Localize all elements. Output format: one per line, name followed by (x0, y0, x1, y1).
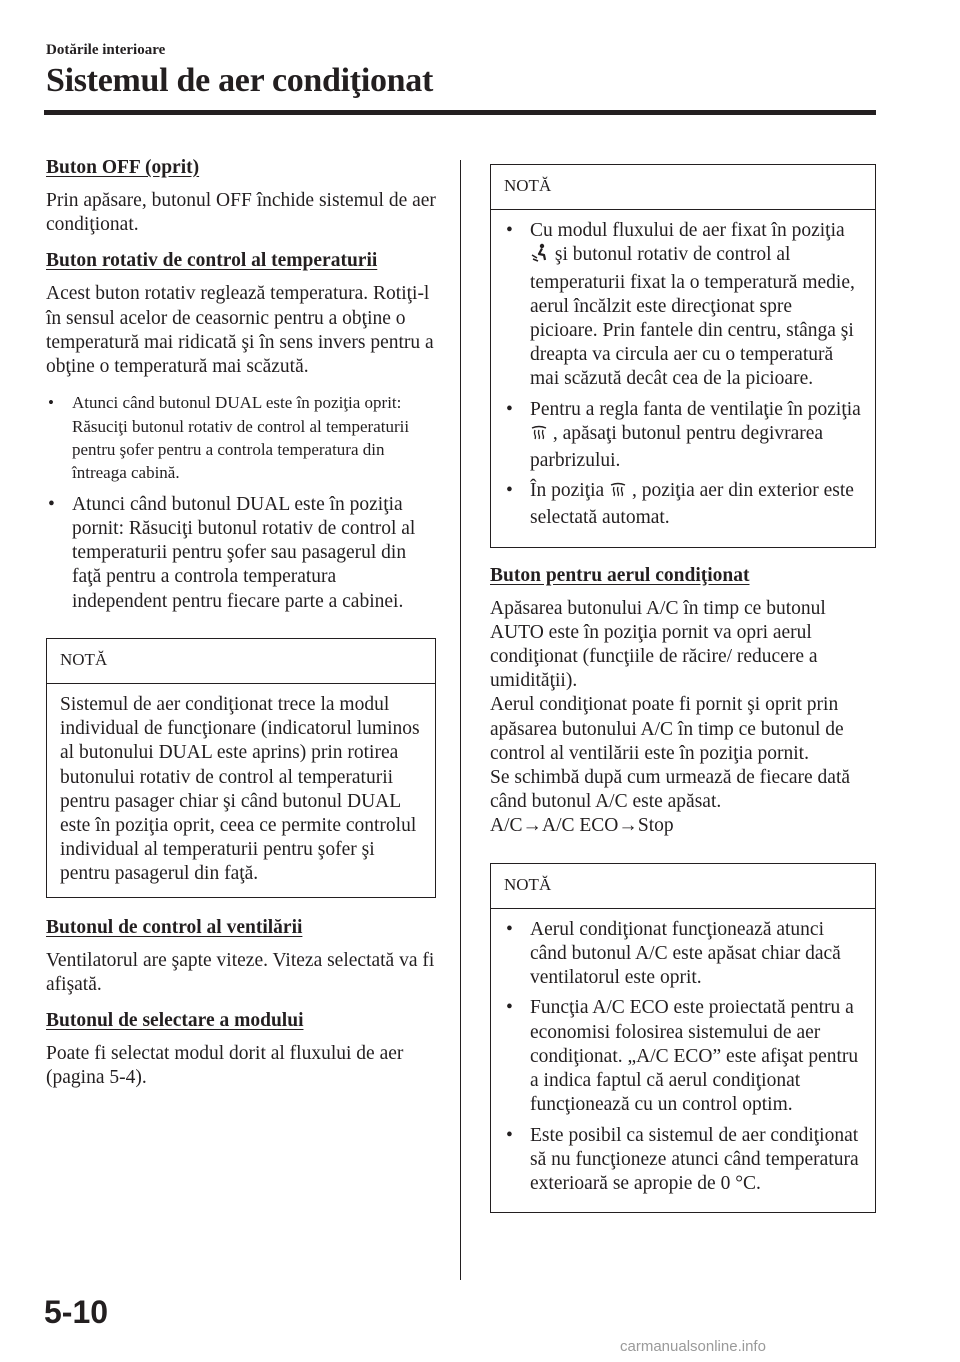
bullet-text: Atunci când butonul DUAL este în poziţia oprit: Răsuciţi butonul rotativ de control al temperaturii pentru şofer pentru a controla temperatura din întreaga cabină. (72, 393, 410, 483)
temperature-dial-text: Acest buton rotativ reglează temperatura. Rotiţi-l în sensul acelor de ceasornic pentru a obţine o temperatură mai ridicată şi în sens invers pentru a obţine o temperatură mai scăzută. (46, 283, 434, 378)
ac-button-text: Apăsarea butonului A/C în timp ce butonul AUTO este în poziţia pornit va opri aerul condiţionat (funcţiile de răcire/ reducere a umidităţii). Aerul condiţionat poate fi pornit şi oprit prin apăsarea butonului A/C în timp ce butonul de control al ventilării este în poziţia pornit. Se schimbă după cum urmează de fiecare dată când butonul A/C este apăsat. A/C→A/C ECO→Stop (490, 597, 876, 839)
header-rule (44, 110, 876, 115)
watermark-link[interactable]: carmanualsonline.info (620, 1338, 766, 1355)
fan-control-text: Ventilatorul are şapte viteze. Viteza selectată va fi afişată. (46, 949, 435, 995)
list-item: • Funcţia A/C ECO este proiectată pentru a economisi folosirea sistemului de aer condiţionat. „A/C ECO” este afişat pentru a indica faptul că aerul condiţionat funcţionează cu un control optim. (506, 997, 859, 1116)
bullet-icon: • (506, 398, 513, 420)
left-column (46, 156, 436, 1103)
bullet-icon: • (506, 220, 513, 242)
note-title: NOTĂ (491, 165, 875, 210)
list-item: • În poziţia , poziţia aer din exterior este selectată automat. (506, 480, 854, 529)
note-bullet-list (504, 918, 862, 1196)
fan-control-heading: Butonul de control al ventilării (46, 916, 303, 938)
list-item: • Aerul condiţionat funcţionează atunci când butonul A/C este apăsat chiar dacă ventilatorul este oprit. (506, 918, 841, 989)
section-label: Dotările interioare (46, 42, 166, 58)
bullet-icon: • (506, 1124, 513, 1146)
note-bullet-list (504, 219, 862, 530)
note-box (490, 863, 876, 1213)
bullet-icon: • (48, 393, 54, 413)
mode-selector-heading: Butonul de selectare a modului (46, 1010, 304, 1032)
chapter-title: Sistemul de aer condiţionat (46, 62, 434, 99)
temperature-dial-heading: Buton rotativ de control al temperaturii (46, 250, 378, 272)
note-box (46, 638, 436, 898)
note-text: Sistemul de aer condiţionat trece la modul individual de funcţionare (indicatorul luminos al butonului DUAL este aprins) prin rotirea butonului rotativ de control al temperaturii pentru pasager chiar şi când butonul DUAL este în poziţia oprit, ceea ce permite controlul individual al temperaturii pentru şofer şi pentru pasagerul din faţă. (60, 694, 420, 885)
page-number: 5-10 (44, 1294, 109, 1330)
list-item: • Pentru a regla fanta de ventilaţie în poziţia , apăsaţi butonul pentru degivrarea parbrizului. (506, 398, 861, 472)
bullet-icon: • (506, 997, 513, 1019)
off-button-text: Prin apăsare, butonul OFF închide sistemul de aer condiţionat. (46, 190, 436, 236)
note-title: NOTĂ (491, 864, 875, 909)
list-item: • Cu modul fluxului de aer fixat în poziţia şi butonul rotativ de control al temperaturii fixat la o temperatură medie, aerul încălzit este direcţionat spre picioare. Prin fantele din centru, stânga şi dreapta va circula aer cu o temperatură mai scăzută decât cea de la picioare. (506, 220, 855, 390)
ac-button-heading: Buton pentru aerul condiţionat (490, 564, 750, 586)
dual-bullet-list (46, 391, 436, 614)
list-item: • Este posibil ca sistemul de aer condiţionat să nu funcţioneze atunci când temperatura exterioară se apropie de 0 °C. (506, 1124, 859, 1194)
bullet-text: Atunci când butonul DUAL este în poziţia pornit: Răsuciţi butonul rotativ de control al temperaturii pentru şofer sau pasagerul din faţă pentru a controla temperatura independent pentru fiecare parte a cabinei. (72, 493, 416, 612)
note-box (490, 164, 876, 548)
list-item (46, 391, 436, 485)
bullet-icon: • (506, 918, 513, 940)
note-body (491, 210, 875, 546)
mode-selector-text: Poate fi selectat modul dorit al fluxului de aer (pagina 5-4). (46, 1043, 404, 1089)
floor-airflow-icon (530, 243, 550, 270)
column-divider (460, 160, 461, 1280)
right-column (490, 164, 876, 1227)
note-body (491, 909, 875, 1212)
windshield-defrost-icon (609, 481, 627, 506)
note-title: NOTĂ (47, 639, 435, 684)
ac-sequence: A/C→A/C ECO→Stop (490, 815, 674, 837)
note-body (47, 684, 435, 897)
windshield-defrost-icon (530, 424, 548, 449)
bullet-icon: • (506, 480, 513, 502)
list-item (46, 493, 436, 614)
off-button-heading: Buton OFF (oprit) (46, 157, 200, 178)
bullet-icon: • (48, 493, 55, 515)
